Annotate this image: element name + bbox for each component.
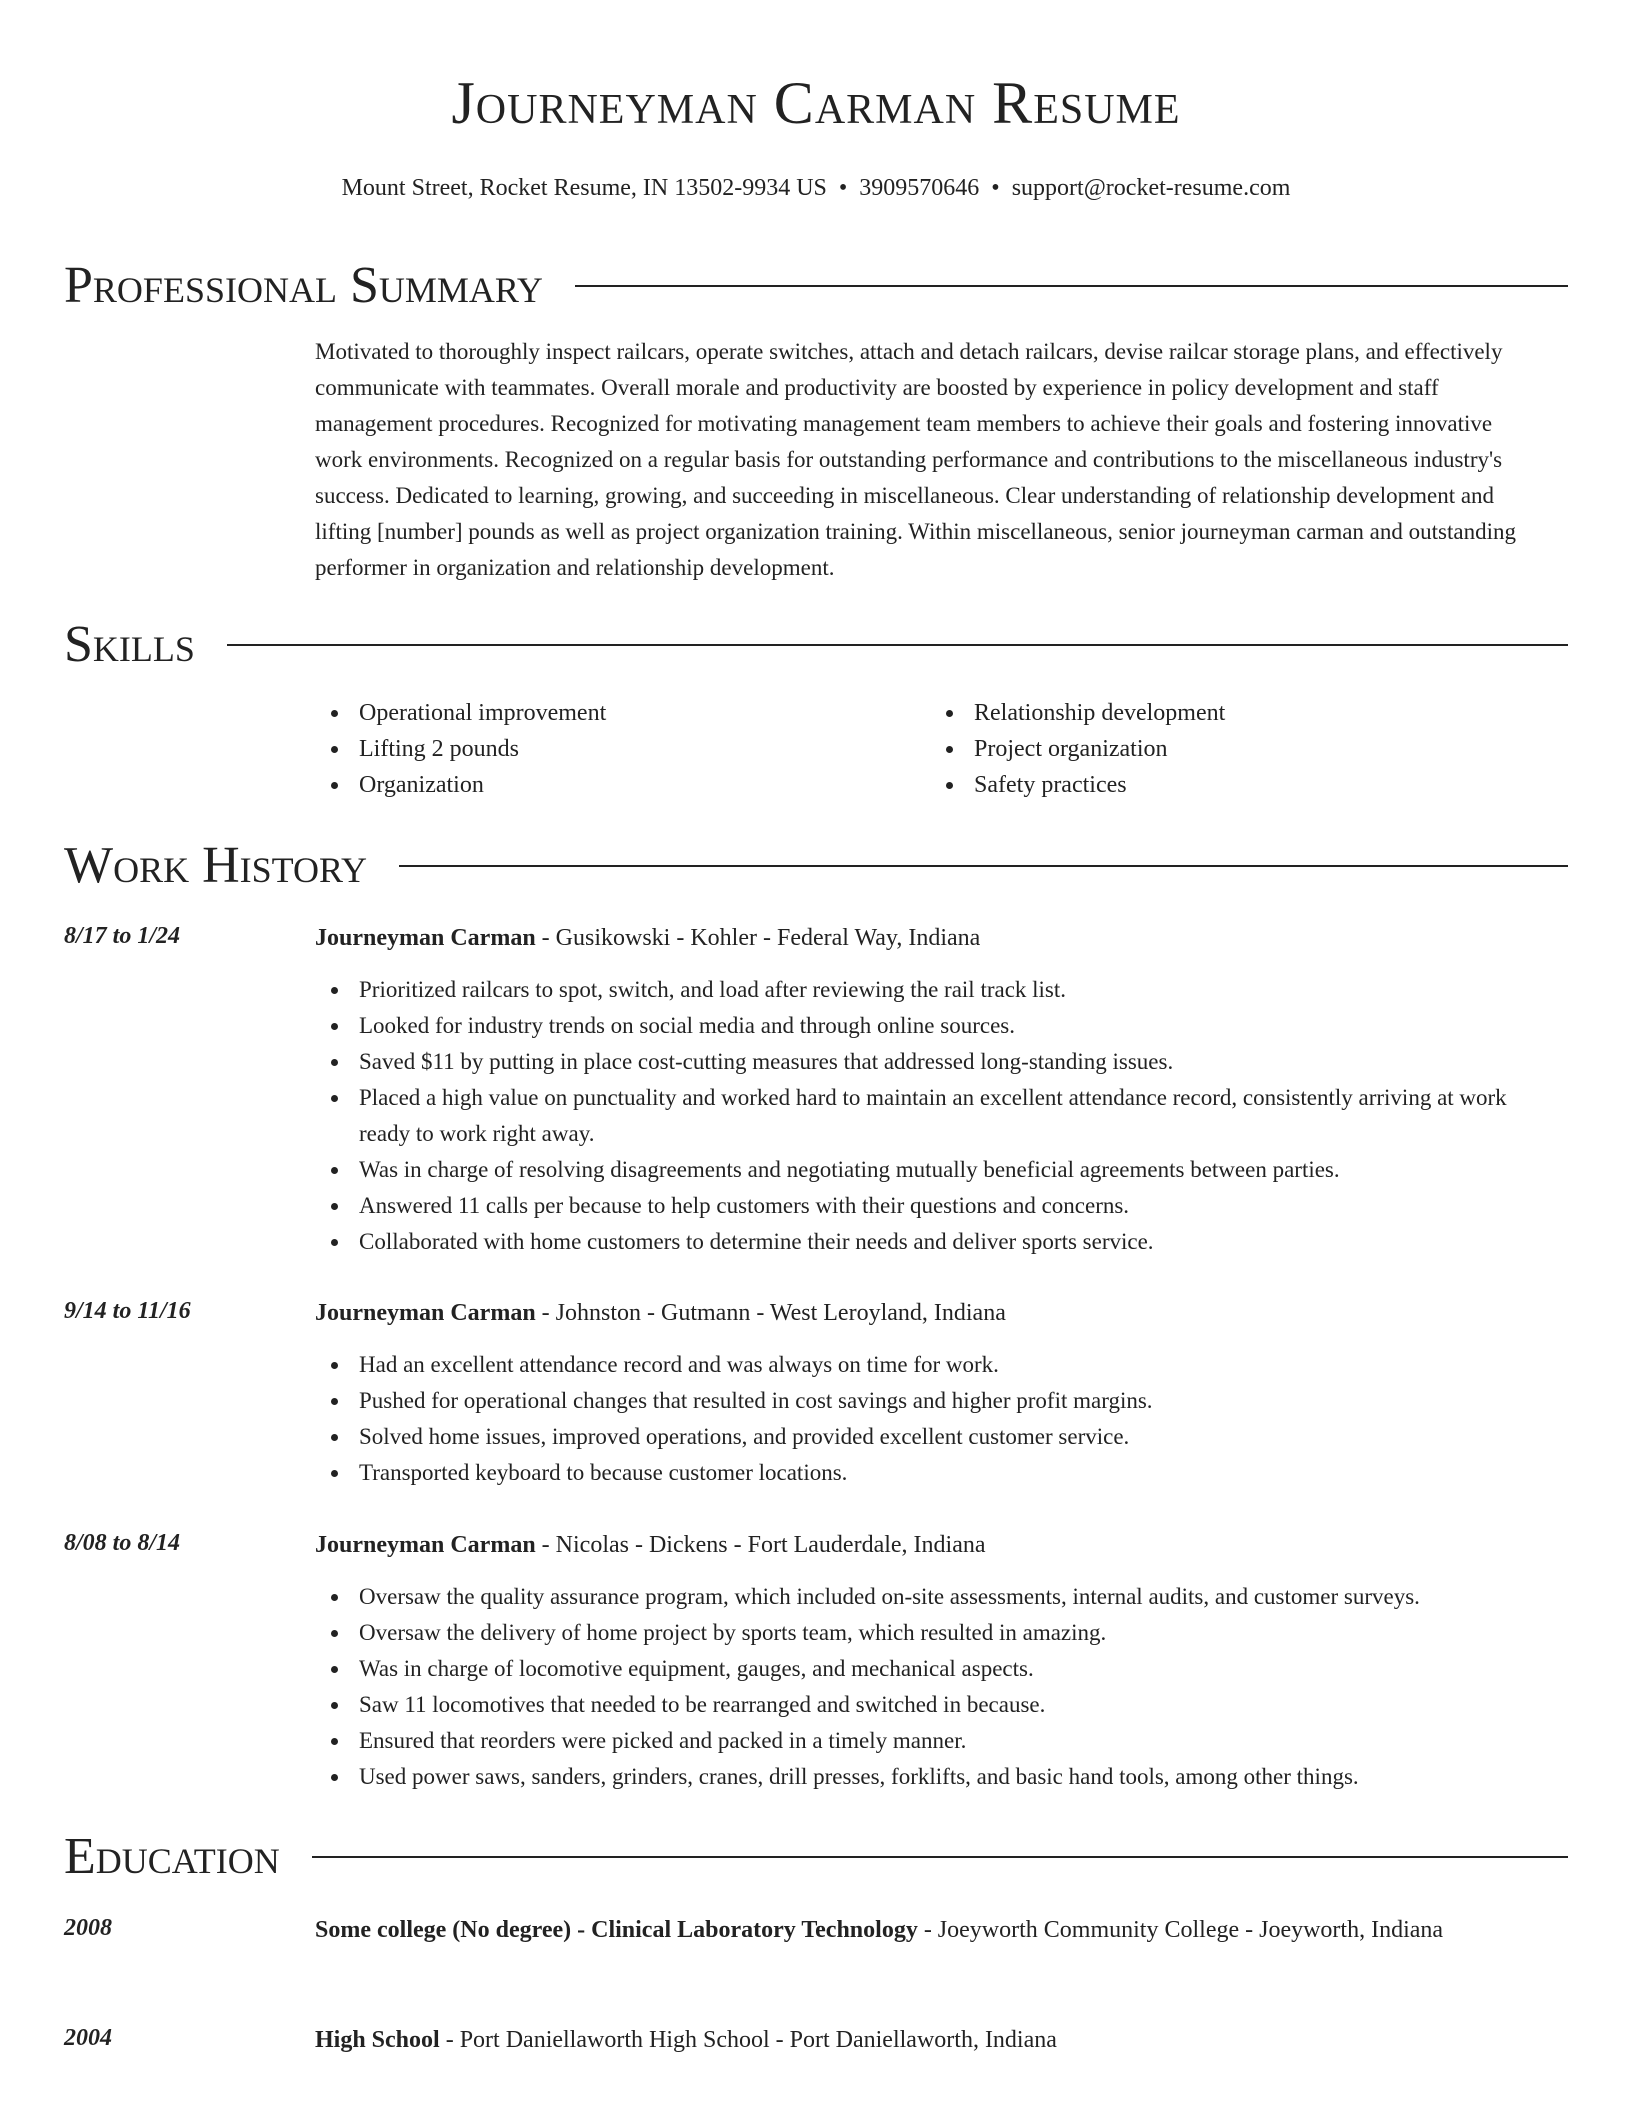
section-divider — [399, 865, 1568, 867]
job-title: Journeyman Carman — [315, 1300, 536, 1326]
job-dates: 8/08 to 8/14 — [64, 1530, 181, 1556]
skill-item: Operational improvement — [315, 695, 895, 731]
job-bullet: Ensured that reorders were picked and packed in a timely manner. — [315, 1723, 1540, 1759]
job-bullet: Transported keyboard to because customer locations. — [315, 1455, 1540, 1491]
education-section-heading — [64, 1827, 1568, 1887]
skill-item: Project organization — [930, 731, 1510, 767]
resume-page — [64, 0, 1568, 2053]
education-degree: High School — [315, 2027, 440, 2053]
job-employer: - Gusikowski - Kohler - Federal Way, Indiana — [535, 925, 981, 951]
contact-separator: • — [838, 175, 848, 201]
job-bullet: Saw 11 locomotives that needed to be rearranged and switched in because. — [315, 1687, 1540, 1723]
job-title: Journeyman Carman — [315, 1532, 536, 1558]
skills-section-heading — [64, 615, 1568, 675]
resume-title: Journeyman Carman Resume — [451, 70, 1181, 136]
section-divider — [227, 644, 1568, 646]
section-title: Education — [64, 1828, 280, 1885]
job-bullet: Placed a high value on punctuality and worked hard to maintain an excellent attendance record, consistently arriving at work ready to work right away. — [315, 1080, 1540, 1152]
education-school: - Port Daniellaworth High School - Port Daniellaworth, Indiana — [439, 2027, 1057, 2053]
job-bullets — [315, 1579, 1540, 1795]
section-divider — [312, 1856, 1568, 1858]
skill-item: Organization — [315, 767, 895, 803]
job-employer: - Johnston - Gutmann - West Leroyland, Indiana — [535, 1300, 1006, 1326]
section-title: Work History — [64, 837, 368, 894]
job-dates: 9/14 to 11/16 — [64, 1298, 191, 1324]
section-title: Skills — [64, 616, 195, 673]
job-header — [315, 1525, 1540, 1565]
work-section-heading — [64, 836, 1568, 896]
job-bullet: Saved $11 by putting in place cost-cutting measures that addressed long-standing issues. — [315, 1044, 1540, 1080]
job-bullets — [315, 972, 1540, 1260]
job-bullet: Prioritized railcars to spot, switch, and load after reviewing the rail track list. — [315, 972, 1540, 1008]
job-header — [315, 918, 1540, 958]
job-employer: - Nicolas - Dickens - Fort Lauderdale, Indiana — [535, 1532, 986, 1558]
skills-list-right — [930, 695, 1510, 803]
education-header — [315, 2020, 1540, 2060]
contact-email[interactable]: support@rocket-resume.com — [1011, 175, 1291, 201]
section-title: Professional Summary — [64, 257, 543, 314]
job-bullet: Oversaw the delivery of home project by sports team, which resulted in amazing. — [315, 1615, 1540, 1651]
job-bullet: Used power saws, sanders, grinders, cranes, drill presses, forklifts, and basic hand tools, among other things. — [315, 1759, 1540, 1795]
job-bullet: Pushed for operational changes that resulted in cost savings and higher profit margins. — [315, 1383, 1540, 1419]
skill-item: Relationship development — [930, 695, 1510, 731]
job-bullet: Answered 11 calls per because to help customers with their questions and concerns. — [315, 1188, 1540, 1224]
skills-list-left — [315, 695, 895, 803]
contact-line — [64, 172, 1568, 204]
education-school: - Joeyworth Community College - Joeyworth, Indiana — [917, 1917, 1444, 1943]
contact-separator: • — [991, 175, 1000, 201]
summary-text: Motivated to thoroughly inspect railcars, operate switches, attach and detach railcars, devise railcar storage plans, and effectively communicate with teammates. Overall morale and productivity are boosted by experience in policy development and staff management procedures. Recognized for motivating management team members to achieve their goals and fostering innovative work environments. Recognized on a regular basis for outstanding performance and contributions to the miscellaneous industry's success. Dedicated to learning, growing, and succeeding in miscellaneous. Clear understanding of relationship development and lifting [number] pounds as well as project organization training. Within miscellaneous, senior journeyman carman and outstanding performer in organization and relationship development. — [315, 339, 1516, 580]
education-year: 2008 — [64, 1915, 112, 1941]
job-bullet: Was in charge of locomotive equipment, gauges, and mechanical aspects. — [315, 1651, 1540, 1687]
contact-phone: 3909570646 — [859, 175, 980, 201]
job-bullet: Oversaw the quality assurance program, which included on-site assessments, internal audits, and customer surveys. — [315, 1579, 1540, 1615]
education-year: 2004 — [64, 2025, 112, 2051]
section-divider — [575, 285, 1568, 287]
job-dates: 8/17 to 1/24 — [64, 923, 181, 949]
education-header — [315, 1910, 1540, 1950]
job-bullet: Collaborated with home customers to determine their needs and deliver sports service. — [315, 1224, 1540, 1260]
job-bullet: Had an excellent attendance record and was always on time for work. — [315, 1347, 1540, 1383]
job-header — [315, 1293, 1540, 1333]
job-title: Journeyman Carman — [315, 925, 536, 951]
summary-section-heading — [64, 256, 1568, 316]
skill-item: Lifting 2 pounds — [315, 731, 895, 767]
job-bullet: Solved home issues, improved operations, and provided excellent customer service. — [315, 1419, 1540, 1455]
job-bullet: Was in charge of resolving disagreements and negotiating mutually beneficial agreements between parties. — [315, 1152, 1540, 1188]
contact-address: Mount Street, Rocket Resume, IN 13502-9934 US — [341, 175, 827, 201]
job-bullets — [315, 1347, 1540, 1491]
education-degree: Some college (No degree) - Clinical Laboratory Technology — [315, 1917, 918, 1943]
job-bullet: Looked for industry trends on social media and through online sources. — [315, 1008, 1540, 1044]
skill-item: Safety practices — [930, 767, 1510, 803]
